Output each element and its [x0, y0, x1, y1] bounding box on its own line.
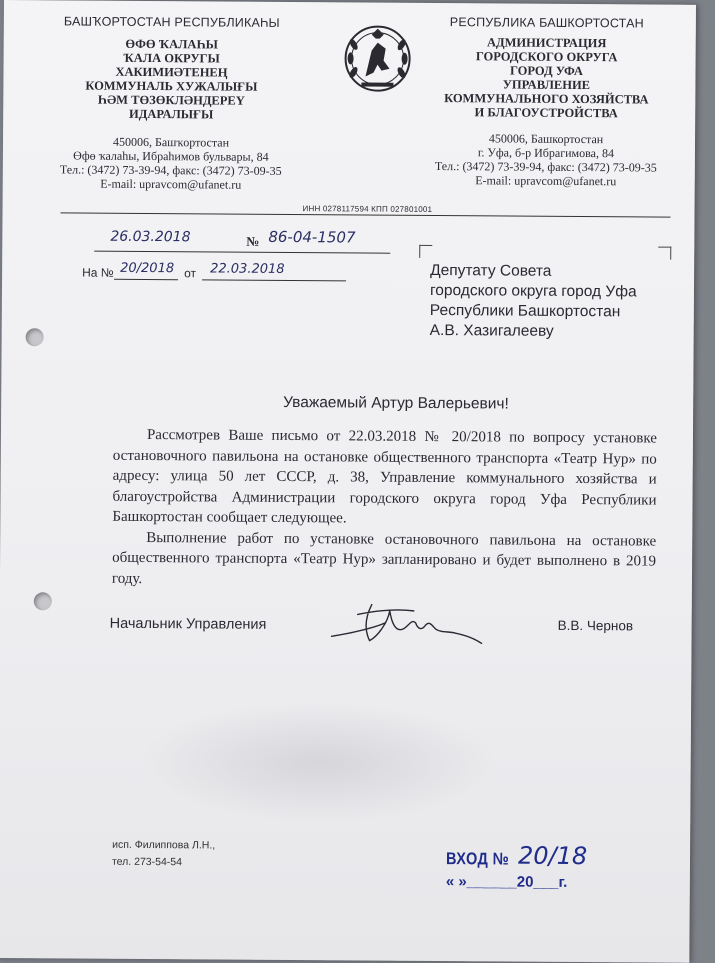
addressee-line: городского округа город Уфа [429, 281, 637, 301]
signer-title: Начальник Управления [109, 615, 267, 633]
address-line: E-mail: upravcom@ufanet.ru [475, 173, 617, 189]
org-line: ҠАЛА ОКРУГЫ [123, 50, 220, 66]
org-line: ҺӘМ ТӨЗӨКЛӘНДЕРЕҮ [97, 92, 245, 108]
addressee-line: Депутату Совета [430, 261, 552, 280]
header-left-country: БАШҠОРТОСТАН РЕСПУБЛИКАҺЫ [63, 14, 280, 30]
address-line: 450006, Башкортостан [488, 131, 604, 147]
address-line: Өфө ҡалаһы, Ибраһимов бульвары, 84 [73, 148, 269, 164]
org-line: КОММУНАЛЬ ХУЖАЛЫҒЫ [85, 78, 258, 94]
address-line: Тел.: (3472) 73-39-94, факс: (3472) 73-09-35 [59, 162, 282, 178]
handwritten-signature [325, 592, 485, 653]
inn-kpp: ИНН 0278117594 КПП 027801001 [302, 204, 433, 214]
paper-shadow [138, 701, 499, 824]
address-line: E-mail: upravcom@ufanet.ru [100, 176, 242, 192]
org-line: УПРАВЛЕНИЕ [502, 77, 591, 93]
letter-body [112, 425, 657, 593]
org-line: И БЛАГОУСТРОЙСТВА [474, 105, 618, 121]
addressee-line: Республики Башкортостан [429, 301, 621, 321]
reference-date: 22.03.2018 [210, 261, 285, 277]
header-right [421, 15, 672, 189]
addressee-name: А.В. Хазигалееву [429, 321, 554, 340]
executor-name: исп. Филиппова Л.Н., [112, 838, 216, 852]
punch-hole [34, 592, 52, 610]
executor-phone: тел. 273-54-54 [111, 855, 183, 869]
header-left [51, 14, 292, 192]
body-paragraph: Рассмотрев Ваше письмо от 22.03.2018 № 20/2018 по вопросу установке остановочного павильона на остановке общественного транспорта «Театр Нур» по адресу: улица 50 лет СССР, д. 38, Управление коммунального хозяйства и благоустройства Администрации городского округа город Уфа Республики Башкортостан сообщает следующее. [112, 427, 658, 527]
executor-info [112, 837, 215, 872]
reference-number: 20/2018 [120, 260, 175, 277]
org-line: ИДАРАЛЫҒЫ [129, 106, 214, 122]
stamp-number: 20/18 [517, 841, 588, 871]
address-line: г. Уфа, б-р Ибрагимова, 84 [477, 145, 615, 161]
address-line: 450006, Башҡортостан [112, 134, 230, 150]
punch-hole [26, 328, 44, 346]
org-line: КОММУНАЛЬНОГО ХОЗЯЙСТВА [444, 91, 649, 107]
org-line: ГОРОДСКОГО ОКРУГА [475, 49, 618, 65]
org-line: ХАКИМИӘТЕНЕҢ [115, 64, 228, 80]
addressee-corner-mark [658, 247, 671, 260]
header-right-org [421, 35, 672, 121]
header-left-address [51, 134, 291, 192]
addressee-corner-mark [419, 245, 432, 258]
registration-number: 86-04-1507 [268, 227, 356, 247]
salutation: Уважаемый Артур Валерьевич! [283, 393, 509, 413]
address-line: Тел.: (3472) 73-39-94, факс: (3472) 73-09-35 [434, 159, 657, 175]
registration-number-label: № [246, 233, 260, 249]
signer-name: В.В. Чернов [557, 617, 634, 634]
header-left-org [51, 36, 292, 122]
org-line: АДМИНИСТРАЦИЯ [486, 35, 607, 51]
addressee-block [430, 261, 637, 342]
reference-date-label: от [184, 266, 197, 281]
org-line: ГОРОД УФА [509, 63, 584, 79]
header-right-address [421, 131, 671, 189]
registration-date: 26.03.2018 [110, 228, 191, 246]
stamp-date-line: « »______20___г. [445, 873, 568, 891]
body-paragraph: Выполнение работ по установке остановочного павильона на остановке общественного транспорта «Театр Нур» запланировано и будет выполнено в 2019 году. [111, 529, 657, 587]
stamp-label: ВХОД № [445, 849, 510, 869]
reference-number-label: На № [82, 265, 114, 280]
header-right-country: РЕСПУБЛИКА БАШКОРТОСТАН [449, 15, 644, 31]
org-line: ӨФӨ ҠАЛАҺЫ [125, 36, 218, 52]
coat-of-arms-emblem [341, 20, 414, 99]
